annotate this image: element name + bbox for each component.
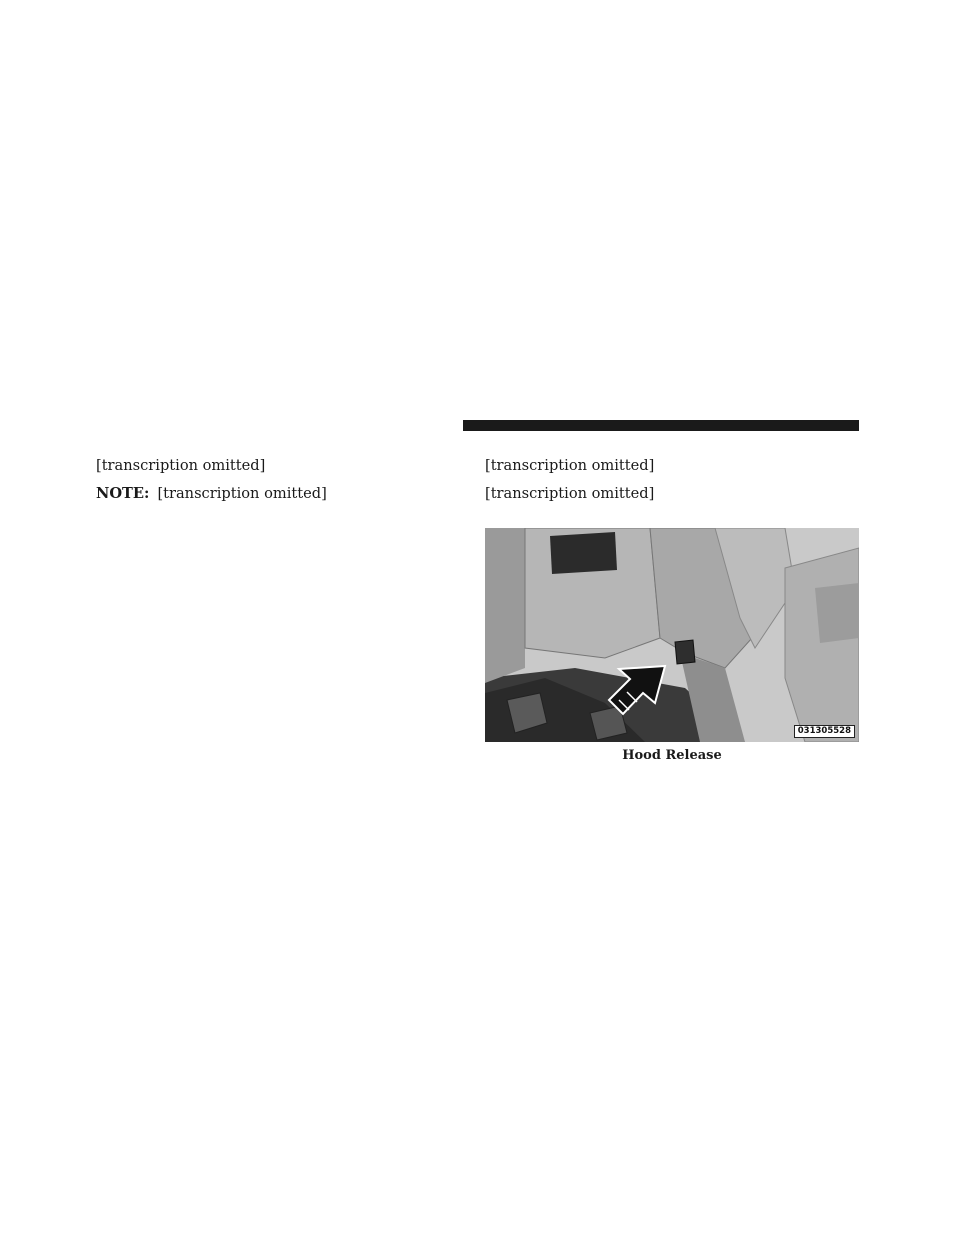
hood-intro-paragraph: [transcription omitted] <box>485 457 655 474</box>
figure-code: 031305528 <box>794 725 855 738</box>
note-text: [transcription omitted] <box>157 485 327 503</box>
right-column <box>485 457 858 513</box>
step-1-paragraph: [transcription omitted] <box>485 485 655 503</box>
section-header-bar <box>463 420 859 431</box>
easy-entry-paragraph: [transcription omitted] <box>96 457 266 474</box>
hood-release-illustration <box>485 528 859 742</box>
note-label: NOTE: <box>96 485 150 503</box>
left-column <box>96 457 469 513</box>
figure-caption: Hood Release <box>622 748 722 763</box>
note-paragraph <box>96 485 469 504</box>
hood-release-figure <box>485 528 859 742</box>
